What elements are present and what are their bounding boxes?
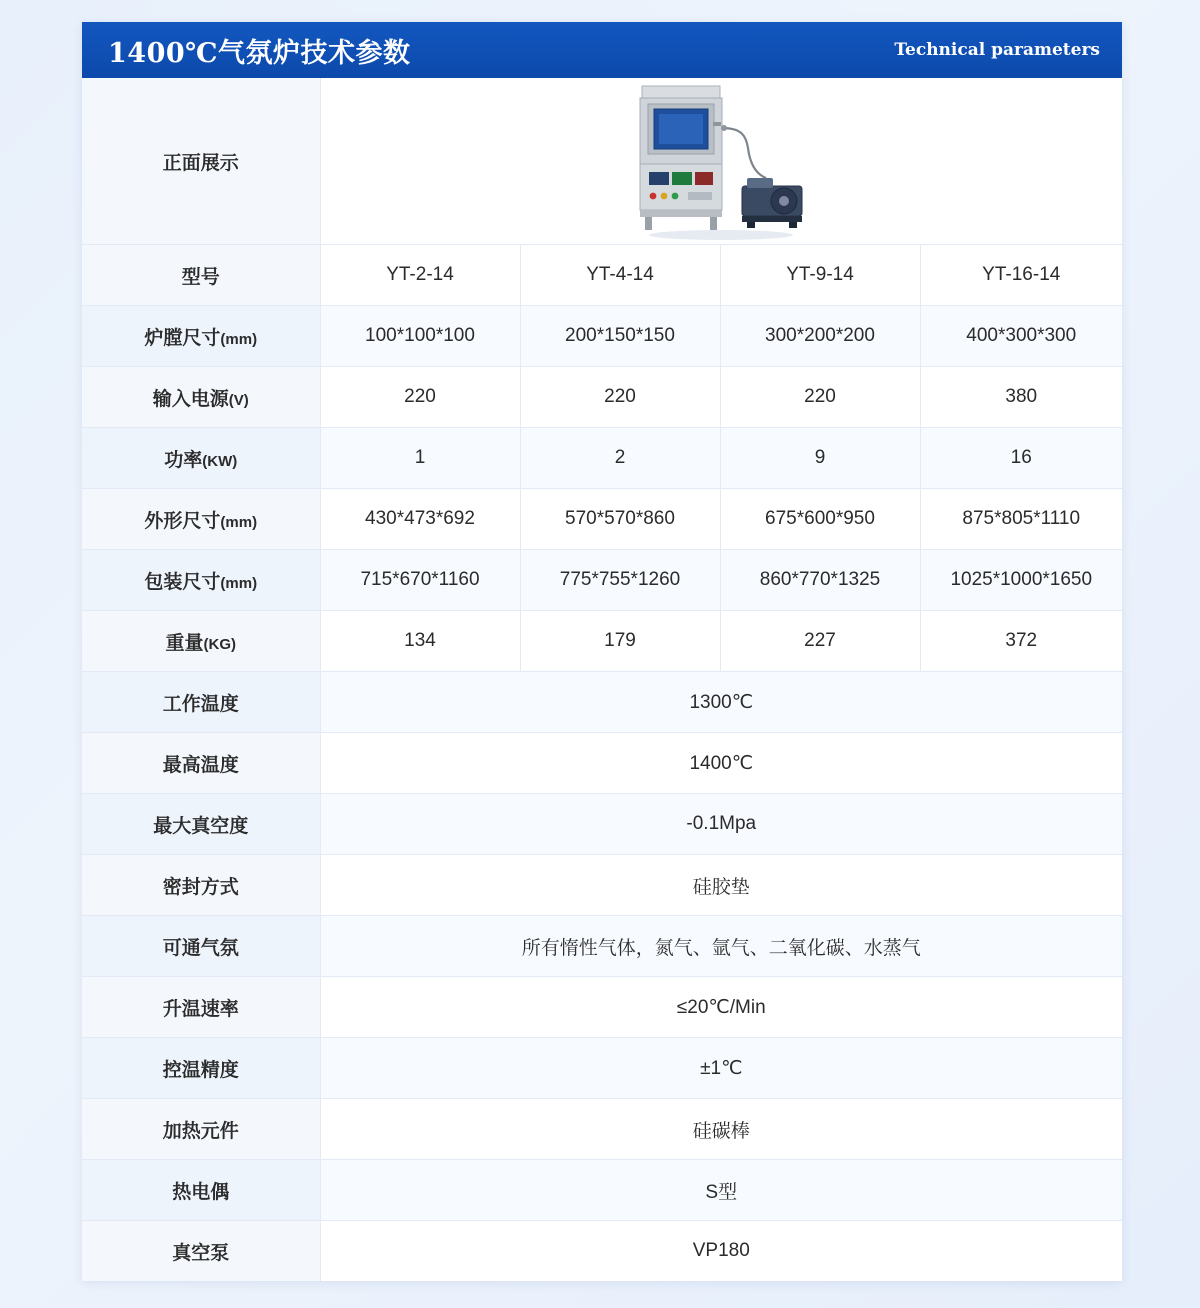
table-row	[82, 1221, 1122, 1282]
cell-value: 372	[920, 611, 1122, 672]
table-row	[82, 306, 1122, 367]
cell-value: 100*100*100	[320, 306, 520, 367]
table-row	[82, 916, 1122, 977]
page-title: 1400℃气氛炉技术参数	[108, 37, 411, 69]
table-row	[82, 428, 1122, 489]
cell-value: 675*600*950	[720, 489, 920, 550]
cell-value: 179	[520, 611, 720, 672]
cell-value: 1	[320, 428, 520, 489]
table-row	[82, 733, 1122, 794]
row-label-max-temperature: 最高温度	[82, 733, 320, 794]
row-label-heating-element: 加热元件	[82, 1099, 320, 1160]
cell-value: 220	[320, 367, 520, 428]
table-row	[82, 672, 1122, 733]
row-label-package-size	[82, 550, 320, 611]
cell-value-merged: -0.1Mpa	[320, 794, 1122, 855]
row-label-sealing-method: 密封方式	[82, 855, 320, 916]
table-row	[82, 367, 1122, 428]
row-label-text: 输入电源	[152, 388, 229, 410]
cell-value: 200*150*150	[520, 306, 720, 367]
row-label-text: 炉膛尺寸	[144, 327, 221, 349]
cell-value: 775*755*1260	[520, 550, 720, 611]
cell-value: 134	[320, 611, 520, 672]
product-image-cell	[320, 78, 1122, 245]
cell-value: 860*770*1325	[720, 550, 920, 611]
row-label-unit: (V)	[228, 391, 249, 409]
cell-value-merged: ≤20℃/Min	[320, 977, 1122, 1038]
card-header	[82, 22, 1122, 78]
cell-value: 300*200*200	[720, 306, 920, 367]
cell-value-merged: 硅碳棒	[320, 1099, 1122, 1160]
cell-value: 227	[720, 611, 920, 672]
cell-value: 715*670*1160	[320, 550, 520, 611]
model-value: YT-9-14	[720, 245, 920, 306]
row-label-unit: (mm)	[220, 513, 258, 531]
row-label-unit: (KG)	[203, 635, 236, 653]
specification-table	[82, 78, 1122, 1281]
model-value: YT-4-14	[520, 245, 720, 306]
table-row	[82, 1160, 1122, 1221]
cell-value: 430*473*692	[320, 489, 520, 550]
cell-value-merged: VP180	[692, 1240, 750, 1261]
cell-value: 380	[920, 367, 1122, 428]
row-label-front-view: 正面展示	[82, 78, 320, 245]
row-label-text: 重量	[165, 632, 204, 654]
cell-value: 570*570*860	[520, 489, 720, 550]
row-label-model: 型号	[82, 245, 320, 306]
atmosphere-furnace-icon	[616, 78, 826, 244]
table-row	[82, 550, 1122, 611]
cell-value-merged: S型	[320, 1160, 1122, 1221]
row-label-working-temperature: 工作温度	[82, 672, 320, 733]
row-label-vacuum-pump: 真空泵	[82, 1221, 320, 1282]
spec-card	[82, 22, 1122, 1281]
model-value: YT-2-14	[320, 245, 520, 306]
cell-value: 2	[520, 428, 720, 489]
table-row	[82, 794, 1122, 855]
row-label-chamber-size	[82, 306, 320, 367]
cell-value: 220	[720, 367, 920, 428]
cell-value-merged: 硅胶垫	[320, 855, 1122, 916]
row-label-power	[82, 428, 320, 489]
row-label-available-atmosphere: 可通气氛	[82, 916, 320, 977]
row-label-unit: (mm)	[220, 330, 258, 348]
cell-value-merged: 1400℃	[320, 733, 1122, 794]
cell-value: 875*805*1110	[920, 489, 1122, 550]
furnace-illustration	[616, 78, 826, 244]
row-label-input-power	[82, 367, 320, 428]
cell-value-merged: 所有惰性气体，氮气、氩气、二氧化碳、水蒸气	[320, 916, 1122, 977]
model-value: YT-16-14	[920, 245, 1122, 306]
cell-value: 1025*1000*1650	[920, 550, 1122, 611]
cell-value-merged: ±1℃	[320, 1038, 1122, 1099]
row-label-text: 外形尺寸	[144, 510, 221, 532]
table-row	[82, 611, 1122, 672]
page-subtitle: Technical parameters	[894, 40, 1100, 60]
cell-value: 9	[720, 428, 920, 489]
row-label-overall-size	[82, 489, 320, 550]
table-row	[82, 78, 1122, 245]
row-label-weight	[82, 611, 320, 672]
table-row	[82, 489, 1122, 550]
table-row	[82, 977, 1122, 1038]
row-label-text: 包装尺寸	[144, 571, 221, 593]
row-label-text: 功率	[164, 449, 203, 471]
row-label-max-vacuum: 最大真空度	[82, 794, 320, 855]
table-row	[82, 1038, 1122, 1099]
cell-value: 400*300*300	[920, 306, 1122, 367]
table-row-model	[82, 245, 1122, 306]
table-row	[82, 855, 1122, 916]
cell-value: 16	[920, 428, 1122, 489]
row-label-temperature-accuracy: 控温精度	[82, 1038, 320, 1099]
row-label-heating-rate: 升温速率	[82, 977, 320, 1038]
row-label-unit: (KW)	[202, 452, 238, 470]
row-label-unit: (mm)	[220, 574, 258, 592]
cell-value: 220	[520, 367, 720, 428]
cell-value-merged: 1300℃	[320, 672, 1122, 733]
row-label-thermocouple: 热电偶	[82, 1160, 320, 1221]
table-row	[82, 1099, 1122, 1160]
